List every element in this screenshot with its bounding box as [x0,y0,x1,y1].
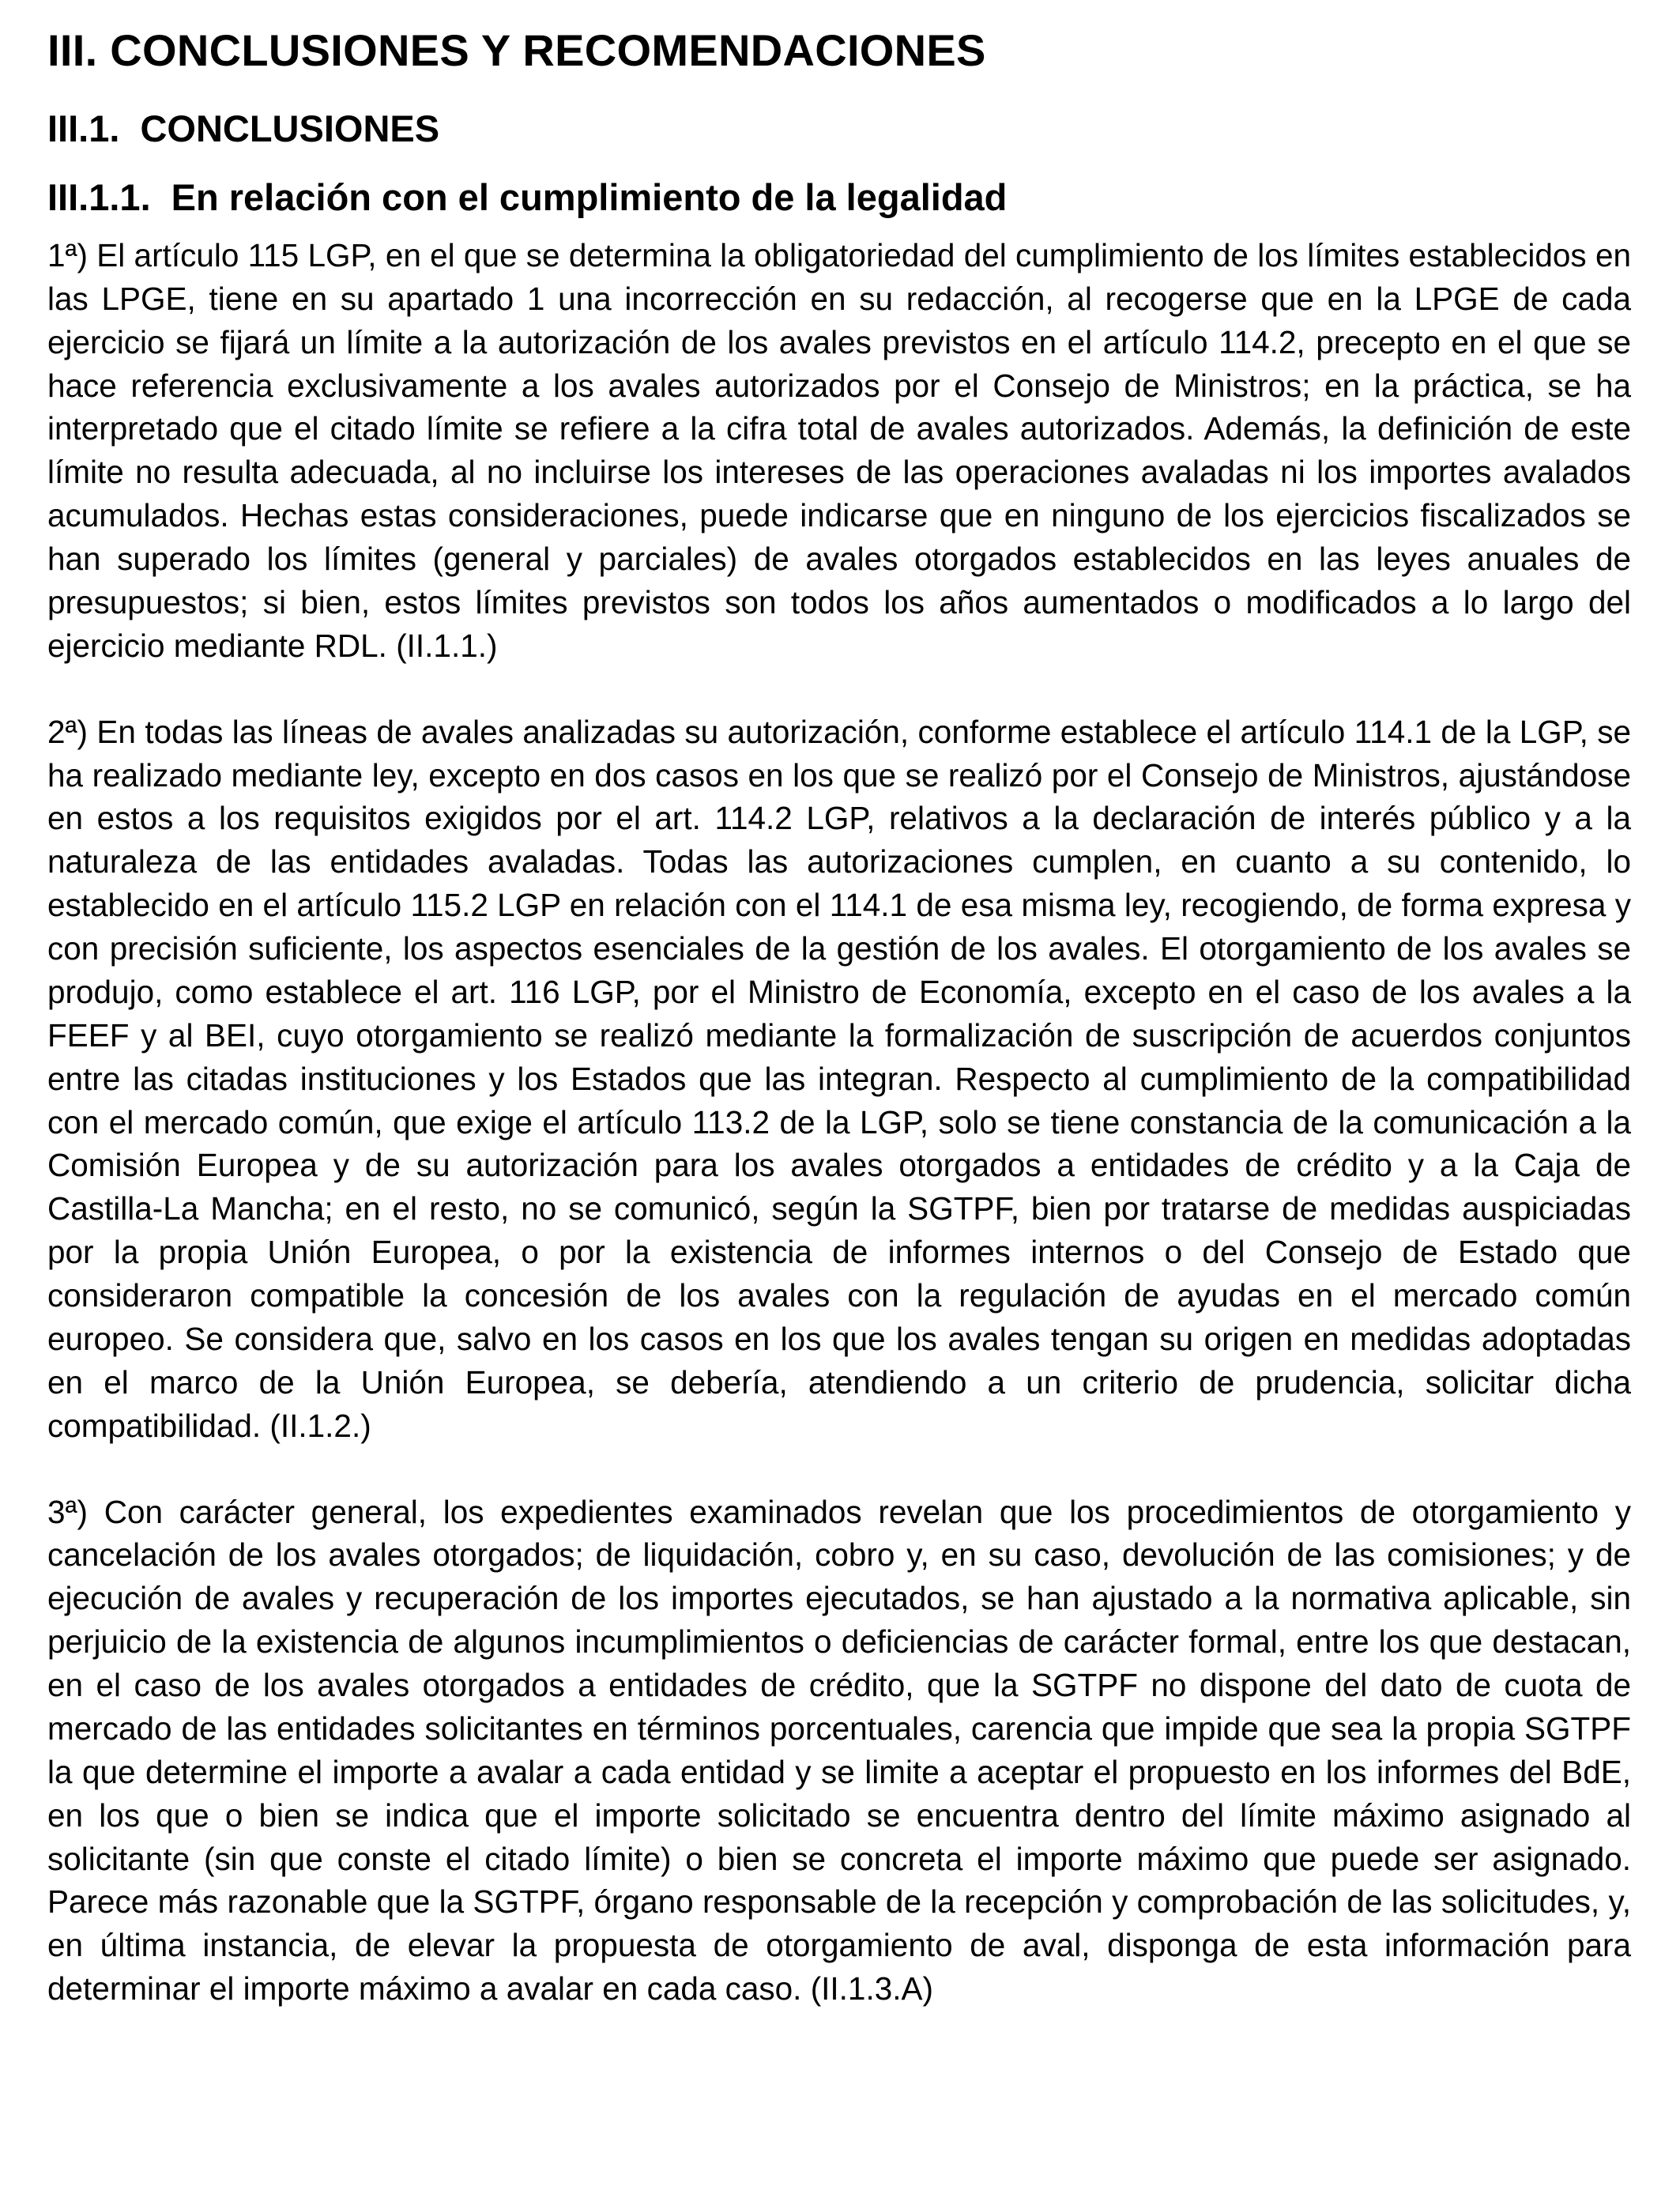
subsection-heading [47,175,1631,220]
section-number: III.1. [47,107,120,150]
conclusion-paragraph-2: 2ª) En todas las líneas de avales analizadas su autorización, conforme establece el artículo 114.1 de la LGP, se ha realizado mediante ley, excepto en dos casos en los que se realizó por el Consejo de Ministros, ajustándose en estos a los requisitos exigidos por el art. 114.2 LGP, relativos a la declaración de interés público y a la naturaleza de las entidades avaladas. Todas las autorizaciones cumplen, en cuanto a su contenido, lo establecido en el artículo 115.2 LGP en relación con el 114.1 de esa misma ley, recogiendo, de forma expresa y con precisión suficiente, los aspectos esenciales de la gestión de los avales. El otorgamiento de los avales se produjo, como establece el art. 116 LGP, por el Ministro de Economía, excepto en el caso de los avales a la FEEF y al BEI, cuyo otorgamiento se realizó mediante la formalización de suscripción de acuerdos conjuntos entre las citadas instituciones y los Estados que las integran. Respecto al cumplimiento de la compatibilidad con el mercado común, que exige el artículo 113.2 de la LGP, solo se tiene constancia de la comunicación a la Comisión Europea y de su autorización para los avales otorgados a entidades de crédito y a la Caja de Castilla-La Mancha; en el resto, no se comunicó, según la SGTPF, bien por tratarse de medidas auspiciadas por la propia Unión Europea, o por la existencia de informes internos o del Consejo de Estado que consideraron compatible la concesión de los avales con la regulación de ayudas en el mercado común europeo. Se considera que, salvo en los casos en los que los avales tengan su origen en medidas adoptadas en el marco de la Unión Europea, se debería, atendiendo a un criterio de prudencia, solicitar dicha compatibilidad. (II.1.2.) [47,713,1631,1444]
section-heading [47,107,1631,151]
conclusion-paragraph-3: 3ª) Con carácter general, los expedientes examinados revelan que los procedimientos de otorgamiento y cancelación de los avales otorgados; de liquidación, cobro y, en su caso, devolución de las comisiones; y de ejecución de avales y recuperación de los importes ejecutados, se han ajustado a la normativa aplicable, sin perjuicio de la existencia de algunos incumplimientos o deficiencias de carácter formal, entre los que destacan, en el caso de los avales otorgados a entidades de crédito, que la SGTPF no dispone del dato de cuota de mercado de las entidades solicitantes en términos porcentuales, carencia que impide que sea la propia SGTPF la que determine el importe a avalar a cada entidad y se limite a aceptar el propuesto en los informes del BdE, en los que o bien se indica que el importe solicitado se encuentra dentro del límite máximo asignado al solicitante (sin que conste el citado límite) o bien se concreta el importe máximo que puede ser asignado. Parece más razonable que la SGTPF, órgano responsable de la recepción y comprobación de las solicitudes, y, en última instancia, de elevar la propuesta de otorgamiento de aval, disponga de esta información para determinar el importe máximo a avalar en cada caso. (II.1.3.A) [47,1493,1631,2007]
subsection-number: III.1.1. [47,175,151,218]
subsection-title: En relación con el cumplimiento de la legalidad [171,175,1008,218]
section-title: CONCLUSIONES [140,107,440,150]
chapter-heading: III. CONCLUSIONES Y RECOMENDACIONES [47,25,986,75]
document-page [47,24,1631,2053]
conclusion-paragraph-1: 1ª) El artículo 115 LGP, en el que se determina la obligatoriedad del cumplimiento de los límites establecidos en las LPGE, tiene en su apartado 1 una incorrección en su redacción, al recogerse que en la LPGE de cada ejercicio se fijará un límite a la autorización de los avales previstos en el artículo 114.2, precepto en el que se hace referencia exclusivamente a los avales autorizados por el Consejo de Ministros; en la práctica, se ha interpretado que el citado límite se refiere a la cifra total de avales autorizados. Además, la definición de este límite no resulta adecuada, al no incluirse los intereses de las operaciones avaladas ni los importes avalados acumulados. Hechas estas consideraciones, puede indicarse que en ninguno de los ejercicios fiscalizados se han superado los límites (general y parciales) de avales otorgados establecidos en las leyes anuales de presupuestos; si bien, estos límites previstos son todos los años aumentados o modificados a lo largo del ejercicio mediante RDL. (II.1.1.) [47,236,1631,664]
